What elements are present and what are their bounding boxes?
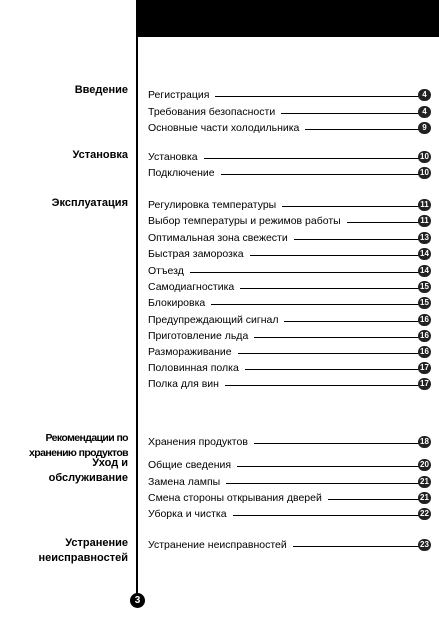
leader-line: [233, 515, 419, 516]
page-number-badge: 17: [418, 378, 431, 390]
page-number-badge: 21: [418, 476, 431, 488]
toc-entry[interactable]: [148, 264, 429, 278]
leader-line: [305, 129, 419, 130]
leader-line: [240, 288, 419, 289]
toc-entry[interactable]: [148, 166, 429, 180]
toc-entry-label: Смена стороны открывания дверей: [148, 491, 326, 505]
section-title-line: Устранение: [65, 537, 128, 549]
section-title-line: Введение: [74, 84, 128, 96]
page-number-badge: 4: [418, 106, 431, 118]
toc-entry-label: Подключение: [148, 166, 219, 180]
section-title-line: Эксплуатация: [51, 197, 128, 209]
toc-entry-label: Уборка и чистка: [148, 507, 231, 521]
toc-entry[interactable]: [148, 296, 429, 310]
page-number-badge: 14: [418, 248, 431, 260]
toc-entry-label: Требования безопасности: [148, 105, 279, 119]
page-number-badge: 17: [418, 362, 431, 374]
leader-line: [250, 255, 419, 256]
toc-entry-label: Замена лампы: [148, 475, 224, 489]
page-number-badge: 15: [418, 297, 431, 309]
toc-entry[interactable]: [148, 247, 429, 261]
page-number-badge: 21: [418, 492, 431, 504]
page-number-badge: 16: [418, 330, 431, 342]
toc-entry[interactable]: [148, 507, 429, 521]
leader-line: [254, 443, 419, 444]
page-number-badge: 15: [418, 281, 431, 293]
section-title: [39, 536, 129, 566]
section-title-line: хранению продуктов: [29, 447, 128, 459]
section-title-line: обслуживание: [48, 472, 128, 484]
toc-entry-label: Общие сведения: [148, 458, 235, 472]
toc-entry[interactable]: [148, 377, 429, 391]
toc-entry[interactable]: [148, 121, 425, 135]
section-title: [52, 196, 128, 211]
page-number-badge: 20: [418, 459, 431, 471]
page-number-badge: 9: [418, 122, 431, 134]
toc-entry-label: Предупреждающий сигнал: [148, 313, 282, 327]
section-title-line: Установка: [72, 149, 128, 161]
toc-entry[interactable]: [148, 345, 429, 359]
page-number: 3: [130, 593, 145, 608]
toc-entry[interactable]: [148, 88, 425, 102]
toc-entry-label: Быстрая заморозка: [148, 247, 248, 261]
leader-line: [281, 113, 419, 114]
toc-entry-label: Регулировка температуры: [148, 198, 280, 212]
page-number-badge: 11: [418, 199, 431, 211]
toc-entry[interactable]: [148, 231, 429, 245]
toc-entry-label: Регистрация: [148, 88, 213, 102]
leader-line: [237, 466, 419, 467]
toc-entry[interactable]: [148, 313, 429, 327]
page-number-badge: 13: [418, 232, 431, 244]
page-number-badge: 18: [418, 436, 431, 448]
leader-line: [190, 272, 419, 273]
toc-entry-label: Отъезд: [148, 264, 188, 278]
page-number-badge: 10: [418, 167, 431, 179]
toc-entry-label: Половинная полка: [148, 361, 243, 375]
leader-line: [226, 483, 419, 484]
page-number-badge: 16: [418, 346, 431, 358]
section-title-line: Уход и: [92, 457, 128, 469]
toc-entry-label: Выбор температуры и режимов работы: [148, 214, 345, 228]
leader-line: [215, 96, 419, 97]
toc-entry[interactable]: [148, 435, 429, 449]
toc-entry-label: Основные части холодильника: [148, 121, 303, 135]
page-number-badge: 16: [418, 314, 431, 326]
toc-entry-label: Самодиагностика: [148, 280, 238, 294]
page-number-badge: 14: [418, 265, 431, 277]
leader-line: [294, 239, 419, 240]
leader-line: [254, 337, 419, 338]
toc-entry[interactable]: [148, 329, 429, 343]
leader-line: [284, 321, 419, 322]
page-number-badge: 11: [418, 215, 431, 227]
vertical-divider: [136, 0, 138, 605]
toc-entry-label: Установка: [148, 150, 202, 164]
leader-line: [282, 206, 419, 207]
toc-entry-label: Устранение неисправностей: [148, 538, 291, 552]
leader-line: [347, 222, 419, 223]
toc-entry[interactable]: [148, 361, 429, 375]
toc-entry-label: Полка для вин: [148, 377, 223, 391]
page-number-badge: 22: [418, 508, 431, 520]
toc-entry[interactable]: [148, 214, 429, 228]
toc-entry-label: Приготовление льда: [148, 329, 252, 343]
toc-entry-label: Размораживание: [148, 345, 236, 359]
toc-entry-label: Блокировка: [148, 296, 209, 310]
toc-entry[interactable]: [148, 538, 429, 552]
page-number-badge: 10: [418, 151, 431, 163]
leader-line: [245, 369, 419, 370]
section-title-line: Рекомендации по: [45, 432, 128, 444]
toc-entry[interactable]: [148, 150, 429, 164]
leader-line: [238, 353, 419, 354]
leader-line: [293, 546, 419, 547]
section-title: [49, 456, 128, 486]
toc-entry[interactable]: [148, 198, 429, 212]
toc-entry[interactable]: [148, 105, 425, 119]
page-number-badge: 23: [418, 539, 431, 551]
toc-entry[interactable]: [148, 280, 429, 294]
leader-line: [225, 385, 419, 386]
toc-entry[interactable]: [148, 458, 429, 472]
toc-entry[interactable]: [148, 475, 429, 489]
section-title: [75, 83, 128, 98]
header-bar: [137, 0, 439, 37]
toc-entry[interactable]: [148, 491, 429, 505]
section-title: [72, 148, 128, 163]
leader-line: [328, 499, 419, 500]
leader-line: [221, 174, 419, 175]
leader-line: [211, 304, 419, 305]
section-title-line: неисправностей: [38, 552, 128, 564]
leader-line: [204, 158, 419, 159]
toc-entry-label: Хранения продуктов: [148, 435, 252, 449]
toc-entry-label: Оптимальная зона свежести: [148, 231, 292, 245]
page-number-badge: 4: [418, 89, 431, 101]
